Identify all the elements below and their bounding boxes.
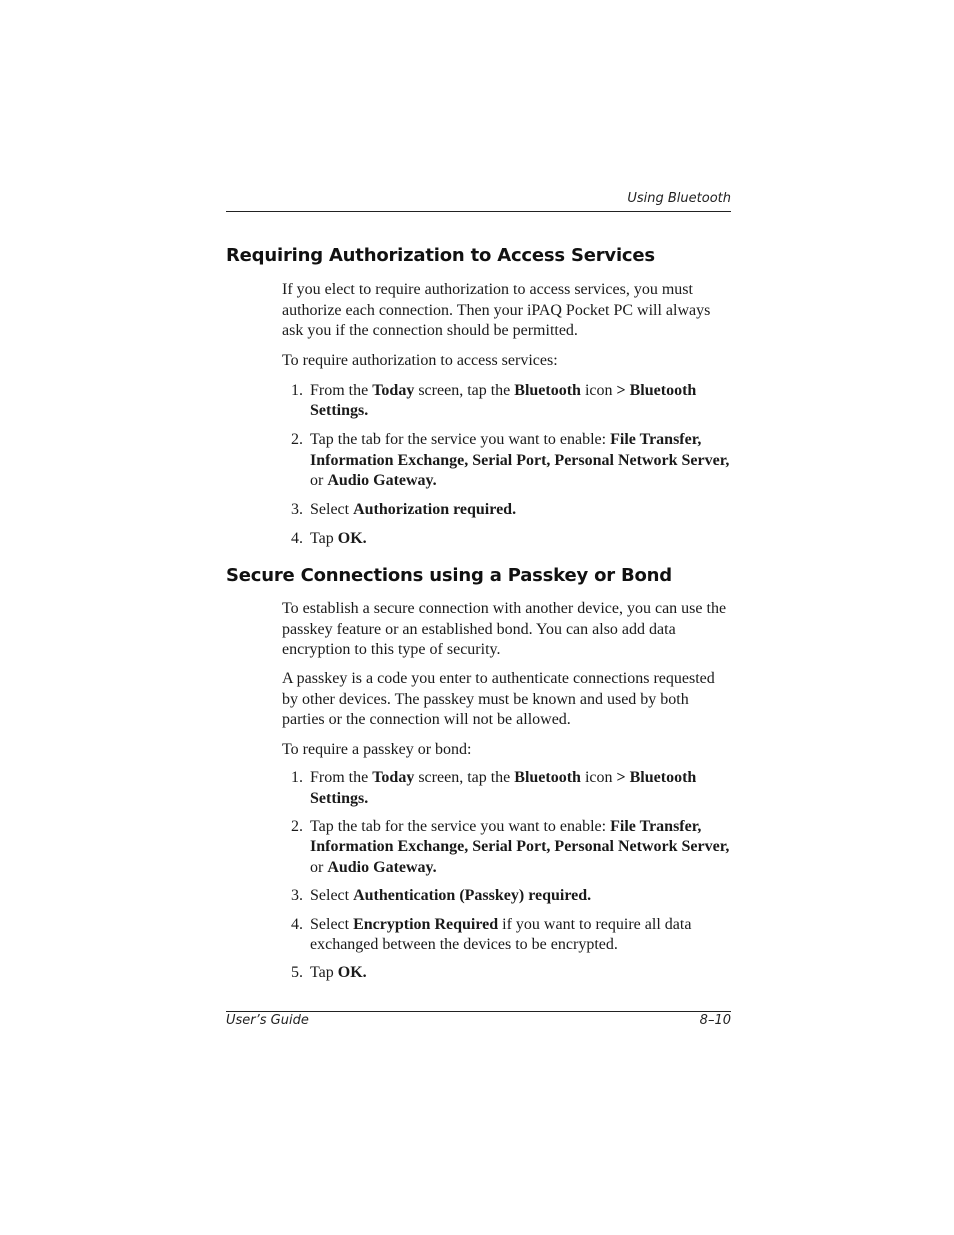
- steps-list-authorization: [282, 381, 734, 550]
- paragraph: A passkey is a code you enter to authenticate connections requested by other devices. The passkey must be known and used by both parties or the connection will not be allowed.: [282, 670, 715, 728]
- list-item: 5. Tap OK.: [291, 964, 367, 981]
- footer-guide-title: User’s Guide: [226, 1013, 309, 1028]
- list-item: 1. From the Today screen, tap the Bluetooth icon > Bluetooth Settings.: [291, 769, 697, 807]
- page-number: 8–10: [699, 1013, 731, 1028]
- list-item: 3. Select Authorization required.: [291, 501, 517, 518]
- section-heading-passkey: Secure Connections using a Passkey or Bond: [226, 565, 672, 586]
- section-body-authorization: [282, 280, 734, 550]
- lead-paragraph: To require authorization to access services:: [282, 352, 558, 369]
- running-header: Using Bluetooth: [627, 191, 731, 206]
- list-item: 2. Tap the tab for the service you want to enable: File Transfer, Information Exchange, Serial Port, Personal Network Server, or Audio Gateway.: [291, 817, 730, 876]
- footer-rule: [226, 1011, 731, 1012]
- paragraph: To establish a secure connection with another device, you can use the passkey feature or an established bond. You can also add data encryption to this type of security.: [282, 600, 727, 658]
- lead-paragraph: To require a passkey or bond:: [282, 740, 472, 758]
- list-item: 4. Select Encryption Required if you want to require all data exchanged between the devices to be encrypted.: [291, 915, 692, 953]
- section-body-passkey: [282, 599, 734, 984]
- steps-list-passkey: [282, 768, 734, 984]
- list-item: 2. Tap the tab for the service you want to enable: File Transfer, Information Exchange, Serial Port, Personal Network Server, or Audio Gateway.: [291, 431, 730, 489]
- list-item: 3. Select Authentication (Passkey) required.: [291, 886, 592, 904]
- section-heading-authorization: Requiring Authorization to Access Services: [226, 245, 655, 266]
- intro-paragraph: If you elect to require authorization to access services, you must authorize each connection. Then your iPAQ Pocket PC will always ask you if the connection should be permitted.: [282, 281, 711, 339]
- list-item: 1. From the Today screen, tap the Bluetooth icon > Bluetooth Settings.: [291, 381, 697, 419]
- list-item: 4. Tap OK.: [291, 530, 367, 547]
- header-rule: [226, 211, 731, 212]
